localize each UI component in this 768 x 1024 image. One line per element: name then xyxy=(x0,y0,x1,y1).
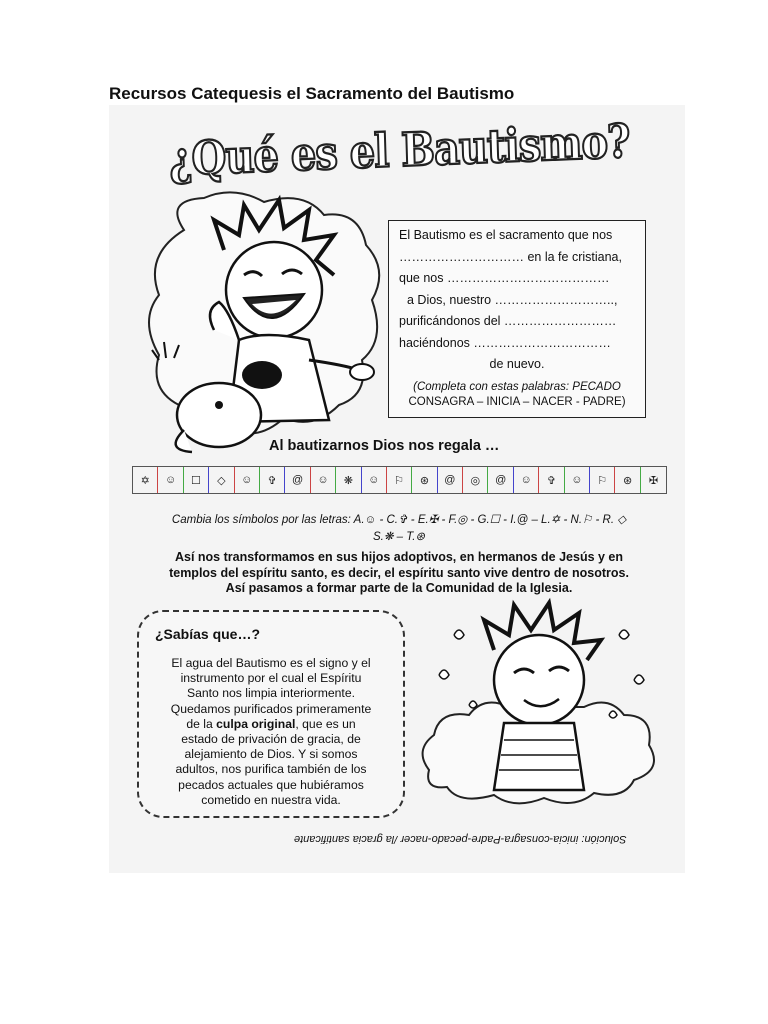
cipher-grid xyxy=(132,466,667,494)
did-you-know-text xyxy=(151,656,391,808)
original-sin-term: culpa original xyxy=(216,716,296,731)
text-line: instrumento por el cual el Espíritu xyxy=(180,671,362,686)
cipher-cell: ◇ xyxy=(209,467,234,493)
definition-line: El Bautismo es el sacramento que nos xyxy=(399,228,613,242)
definition-line: de nuevo. xyxy=(489,357,545,371)
text-line: El agua del Bautismo es el signo y el xyxy=(171,656,371,670)
cipher-cell: ✠ xyxy=(648,474,659,487)
laughing-child-illustration xyxy=(144,190,394,460)
cipher-cell: ⚐ xyxy=(387,467,412,493)
cipher-cell: ☺ xyxy=(514,467,539,493)
definition-blank-line: a Dios, nuestro ……………………….., xyxy=(407,292,618,307)
did-you-know-title: ¿Sabías que…? xyxy=(155,626,261,642)
did-you-know-box xyxy=(137,610,405,818)
text-line: estado de privación de gracia, de xyxy=(181,732,361,747)
cipher-cell: @ xyxy=(438,467,463,493)
definition-blank-line: ………………………… en la fe cristiana, xyxy=(399,249,622,264)
wet-child-illustration xyxy=(409,595,659,815)
cipher-key-line: Cambia los símbolos por las letras: A.☺ - C.✞ - E.✠ - F.◎ - G.☐ - I.@ – L.✡ - N.⚐ - R. ◇ xyxy=(171,514,627,526)
cipher-cell: ⊛ xyxy=(615,467,640,493)
cipher-key xyxy=(149,512,649,546)
gifts-heading: Al bautizarnos Dios nos regala … xyxy=(269,438,500,454)
cipher-cell: ⊛ xyxy=(412,467,437,493)
paragraph-line: Así nos transformamos en sus hijos adoptivos, en hermanos de Jesús y en xyxy=(174,550,624,564)
definition-box xyxy=(388,220,646,418)
text-fragment: , que es un xyxy=(295,716,356,731)
cipher-cell: ✞ xyxy=(539,467,564,493)
worksheet-heading: ¿Qué es el Bautismo? xyxy=(168,114,631,187)
cipher-cell: ☐ xyxy=(184,467,209,493)
text-line: alejamiento de Dios. Y si somos xyxy=(184,747,358,762)
definition-hint xyxy=(399,380,635,410)
text-line: cometido en nuestra vida. xyxy=(201,792,341,807)
definition-blank-line: haciéndonos …………………………… xyxy=(399,335,611,350)
cipher-cell: ☺ xyxy=(565,467,590,493)
paragraph-line: templos del espíritu santo, es decir, el espíritu santo vive dentro de nosotros. xyxy=(169,565,629,580)
definition-blank-line: que nos ………………………………… xyxy=(399,271,610,285)
paragraph-line: Así pasamos a formar parte de la Comunidad de la Iglesia. xyxy=(225,581,573,595)
cipher-cell: ❋ xyxy=(336,467,361,493)
cipher-cell: ☺ xyxy=(235,467,260,493)
text-fragment: de la xyxy=(186,716,213,731)
text-line: adultos, nos purifica también de los xyxy=(175,762,367,777)
cipher-cell: ⚐ xyxy=(590,467,615,493)
worksheet-page xyxy=(109,105,685,873)
text-line xyxy=(151,717,391,732)
cipher-cell: ☺ xyxy=(158,467,183,493)
cipher-cell: @ xyxy=(488,467,513,493)
cipher-cell: ✞ xyxy=(260,467,285,493)
cipher-key-line: S.❋ – T.⊛ xyxy=(372,531,426,543)
text-line: pecados actuales que hubiéramos xyxy=(178,777,364,792)
cipher-cell: ◎ xyxy=(463,467,488,493)
cipher-cell: ☺ xyxy=(311,467,336,493)
text-line: Santo nos limpia interiormente. xyxy=(186,686,355,701)
cipher-cell: ✡ xyxy=(133,467,158,493)
cipher-cell: ☺ xyxy=(362,467,387,493)
text-line: Quedamos purificados primeramente xyxy=(170,701,372,716)
cipher-cell: @ xyxy=(285,467,310,493)
definition-blank-line: purificándonos del ……………………… xyxy=(399,314,617,328)
adoption-paragraph xyxy=(139,550,659,597)
hint-instruction: (Completa con estas palabras: PECADO xyxy=(413,380,621,393)
hint-words: CONSAGRA – INICIA – NACER - PADRE) xyxy=(408,395,626,408)
solution-upside-down: Solución: inicia-consagra-Padre-pecado-nacer /la gracia santificante xyxy=(294,833,627,845)
document-title: Recursos Catequesis el Sacramento del Bautismo xyxy=(109,84,515,103)
